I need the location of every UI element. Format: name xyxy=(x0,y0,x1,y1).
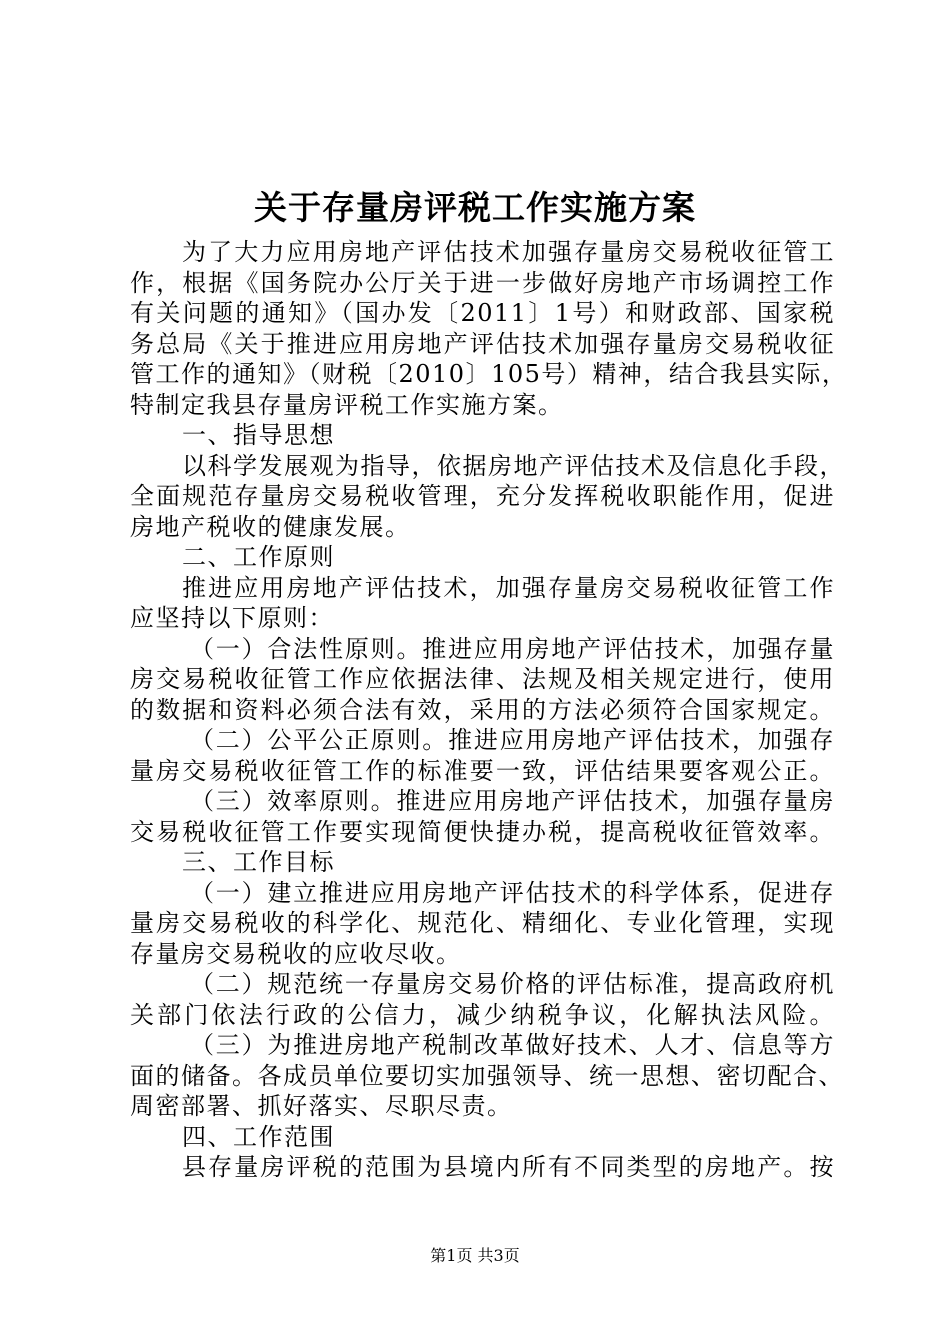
text-line: （二）规范统一存量房交易价格的评估标准，提高政府机 xyxy=(190,970,835,998)
text-line: 特制定我县存量房评税工作实施方案。 xyxy=(130,390,564,419)
section-heading: 二、工作原则 xyxy=(182,543,335,571)
text-line: 房交易税收征管工作应依据法律、法规及相关规定进行，使用 xyxy=(130,665,835,693)
text-line: 量房交易税收的科学化、规范化、精细化、专业化管理，实现 xyxy=(130,909,835,937)
text-line: （一）建立推进应用房地产评估技术的科学体系，促进存 xyxy=(190,878,835,907)
text-line: 以科学发展观为指导，依据房地产评估技术及信息化手段， xyxy=(182,451,845,480)
page-number-footer: 第1页 共3页 xyxy=(430,1246,520,1265)
text-line: 为了大力应用房地产评估技术加强存量房交易税收征管工 xyxy=(182,238,835,266)
text-line: 有关问题的通知》（国办发〔2011〕1号）和财政部、国家税 xyxy=(130,299,835,327)
text-line: 交易税收征管工作要实现简便快捷办税，提高税收征管效率。 xyxy=(130,817,835,846)
section-heading: 一、指导思想 xyxy=(182,421,335,449)
text-line: 量房交易税收征管工作的标准要一致，评估结果要客观公正。 xyxy=(130,756,835,785)
section-heading: 四、工作范围 xyxy=(182,1122,335,1151)
text-line: 县存量房评税的范围为县境内所有不同类型的房地产。按 xyxy=(182,1153,835,1181)
document-title: 关于存量房评税工作实施方案 xyxy=(254,188,696,227)
text-line: （三）为推进房地产税制改革做好技术、人才、信息等方 xyxy=(190,1031,835,1059)
text-line: 作，根据《国务院办公厅关于进一步做好房地产市场调控工作 xyxy=(130,268,835,297)
text-line: 推进应用房地产评估技术，加强存量房交易税收征管工作 xyxy=(182,573,835,602)
text-line: 应坚持以下原则： xyxy=(130,604,334,632)
text-line: （三）效率原则。推进应用房地产评估技术，加强存量房 xyxy=(190,787,835,815)
text-line: （二）公平公正原则。推进应用房地产评估技术，加强存 xyxy=(190,726,835,754)
document-body xyxy=(130,237,848,1183)
text-line: 面的储备。各成员单位要切实加强领导、统一思想、密切配合、 xyxy=(130,1061,844,1090)
section-heading: 三、工作目标 xyxy=(182,848,335,876)
text-line: 全面规范存量房交易税收管理，充分发挥税收职能作用，促进 xyxy=(130,482,835,510)
text-line: （一）合法性原则。推进应用房地产评估技术，加强存量 xyxy=(190,634,835,663)
text-line: 的数据和资料必须合法有效，采用的方法必须符合国家规定。 xyxy=(130,695,835,724)
text-line: 务总局《关于推进应用房地产评估技术加强存量房交易税收征 xyxy=(130,329,835,358)
text-line: 存量房交易税收的应收尽收。 xyxy=(130,939,462,968)
text-line: 管工作的通知》（财税〔2010〕105号）精神，结合我县实际， xyxy=(130,360,848,388)
text-line: 房地产税收的健康发展。 xyxy=(130,512,411,541)
text-line: 周密部署、抓好落实、尽职尽责。 xyxy=(130,1092,513,1120)
text-line: 关部门依法行政的公信力，减少纳税争议，化解执法风险。 xyxy=(130,1000,835,1029)
